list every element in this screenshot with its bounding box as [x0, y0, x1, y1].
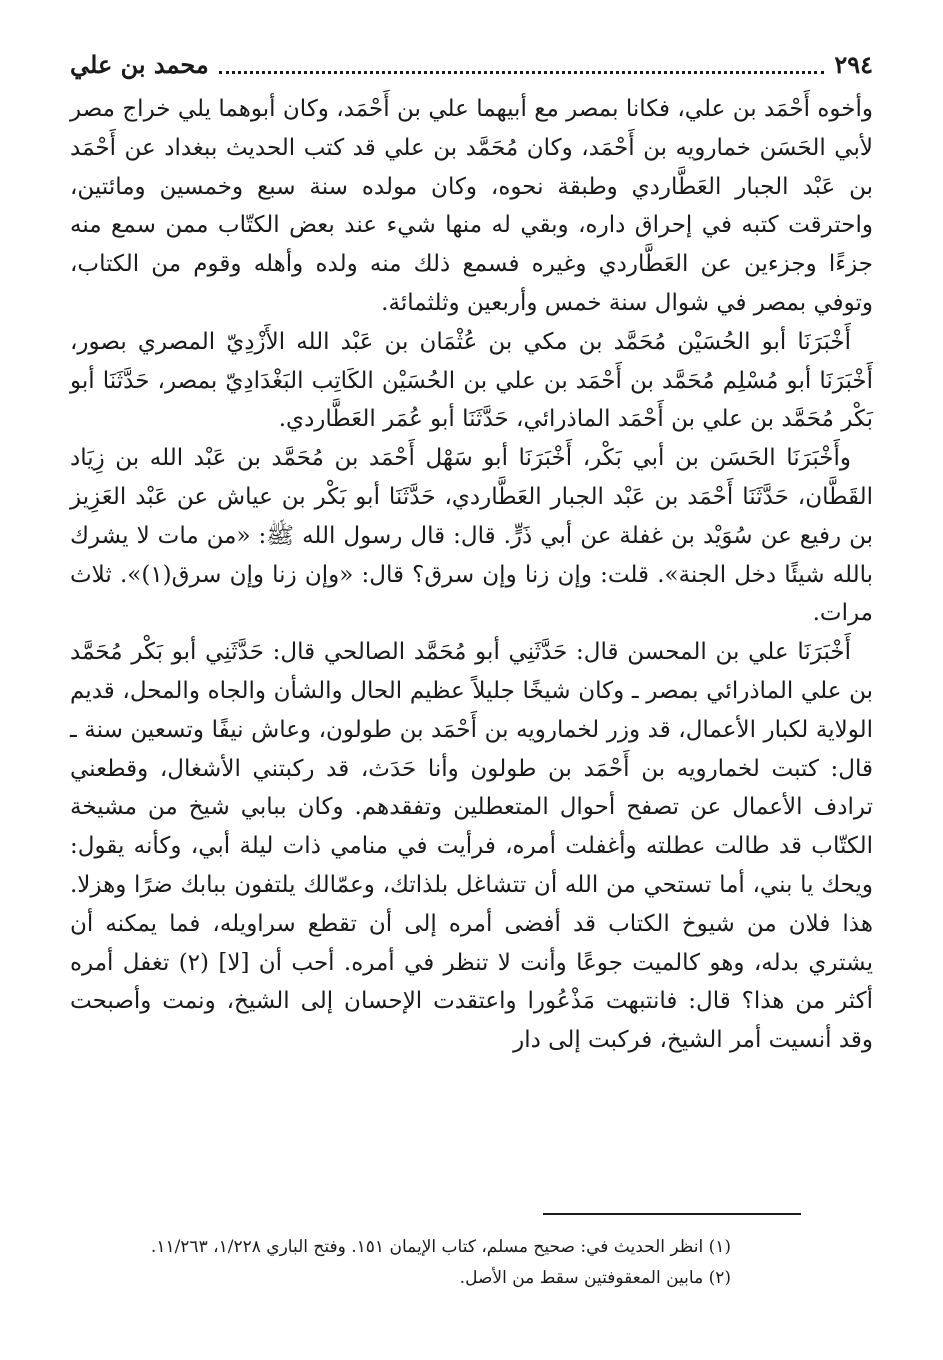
footnote: (١) انظر الحديث في: صحيح مسلم، كتاب الإيمان ١٥١. وفتح الباري ١/٢٢٨، ١١/٢٦٣.: [150, 1237, 731, 1257]
paragraph: وأَخْبَرَنَا الحَسَن بن أبي بَكْر، أَخْبَرَنَا أبو سَهْل أَحْمَد بن مُحَمَّد بن عَبْد الله بن زِيَاد القَطَّان، حَدَّثَنَا أَحْمَد بن عَبْد الجبار العَطَّاردي، حَدَّثَنَا أبو بَكْر بن عياش عن عَبْد العَزِيز بن رفيع عن سُوَيْد بن غفلة عن أبي ذَرٍّ. قال: قال رسول الله ﷺ: «من مات لا يشرك بالله شيئًا دخل الجنة». قلت: وإن زنا وإن سرق؟ قال: «وإن زنا وإن سرق(١)». ثلاث مرات.: [70, 445, 873, 627]
header-dotted-leader: [219, 55, 825, 74]
main-text: [70, 90, 873, 1060]
footnote-separator: [543, 1213, 801, 1215]
running-title: محمد بن علي: [70, 49, 209, 79]
page-number: ٢٩٤: [834, 49, 873, 79]
footnote: (٢) مابين المعقوفتين سقط من الأصل.: [459, 1268, 731, 1288]
page-header: [70, 44, 873, 84]
paragraph: وأخوه أَحْمَد بن علي، فكانا بمصر مع أبيهما علي بن أَحْمَد، وكان أبوهما يلي خراج مصر لأبي الحَسَن خمارويه بن أَحْمَد، وكان مُحَمَّد بن علي قد كتب الحديث ببغداد عن أَحْمَد بن عَبْد الجبار العَطَّاردي وطبقة نحوه، وكان مولده سنة سبع وخمسين ومائتين، واحترقت كتبه في إحراق داره، وبقي له منها شيء عند بعض الكتّاب ممن سمع منه جزءًا وجزءين عن العَطَّاردي وغيره فسمع ذلك منه ولده وأهله وقوم من الكتاب، وتوفي بمصر في شوال سنة خمس وأربعين وثلثمائة.: [70, 96, 873, 316]
paragraph: أَخْبَرَنَا علي بن المحسن قال: حَدَّثَنِي أبو مُحَمَّد الصالحي قال: حَدَّثَنِي أبو بَكْر مُحَمَّد بن علي الماذرائي بمصر ـ وكان شيخًا جليلاً عظيم الحال والشأن والجاه والمحل، قديم الولاية لكبار الأعمال، قد وزر لخمارويه بن أَحْمَد بن طولون، وعاش نيفًا وتسعين سنة ـ قال: كتبت لخمارويه بن أَحْمَد بن طولون وأنا حَدَث، قد ركبتني الأشغال، وقطعني ترادف الأعمال عن تصفح أحوال المتعطلين وتفقدهم. وكان ببابي شيخ من مشيخة الكتّاب قد طالت عطلته وأغفلت أمره، فرأيت في منامي ذات ليلة أبي، وكأنه يقول: ويحك يا بني، أما تستحي من الله أن تتشاغل بلذاتك، وعمّالك يلتفون ببابك ضرًا وهزلا. هذا فلان من شيوخ الكتاب قد أفضى أمره إلى أن تقطع سراويله، فما يمكنه أن يشتري بدله، وهو كالميت جوعًا وأنت لا تنظر في أمره. أحب أن [لا] (٢) تغفل أمره أكثر من هذا؟ قال: فانتبهت مَذْعُورا واعتقدت الإحسان إلى الشيخ، ونمت وأصبحت وقد أنسيت أمر الشيخ، فركبت إلى دار: [70, 639, 873, 1054]
footnotes: [110, 1232, 731, 1294]
paragraph: أَخْبَرَنَا أبو الحُسَيْن مُحَمَّد بن مكي بن عُثْمَان بن عَبْد الله الأَزْدِيّ المصري بصور، أَخْبَرَنَا أبو مُسْلِم مُحَمَّد بن أَحْمَد بن علي بن الحُسَيْن الكَاتِب البَغْدَادِيّ بمصر، حَدَّثَنَا أبو بَكْر مُحَمَّد بن علي بن أَحْمَد الماذرائي، حَدَّثَنَا أبو عُمَر العَطَّاردي.: [70, 328, 873, 433]
